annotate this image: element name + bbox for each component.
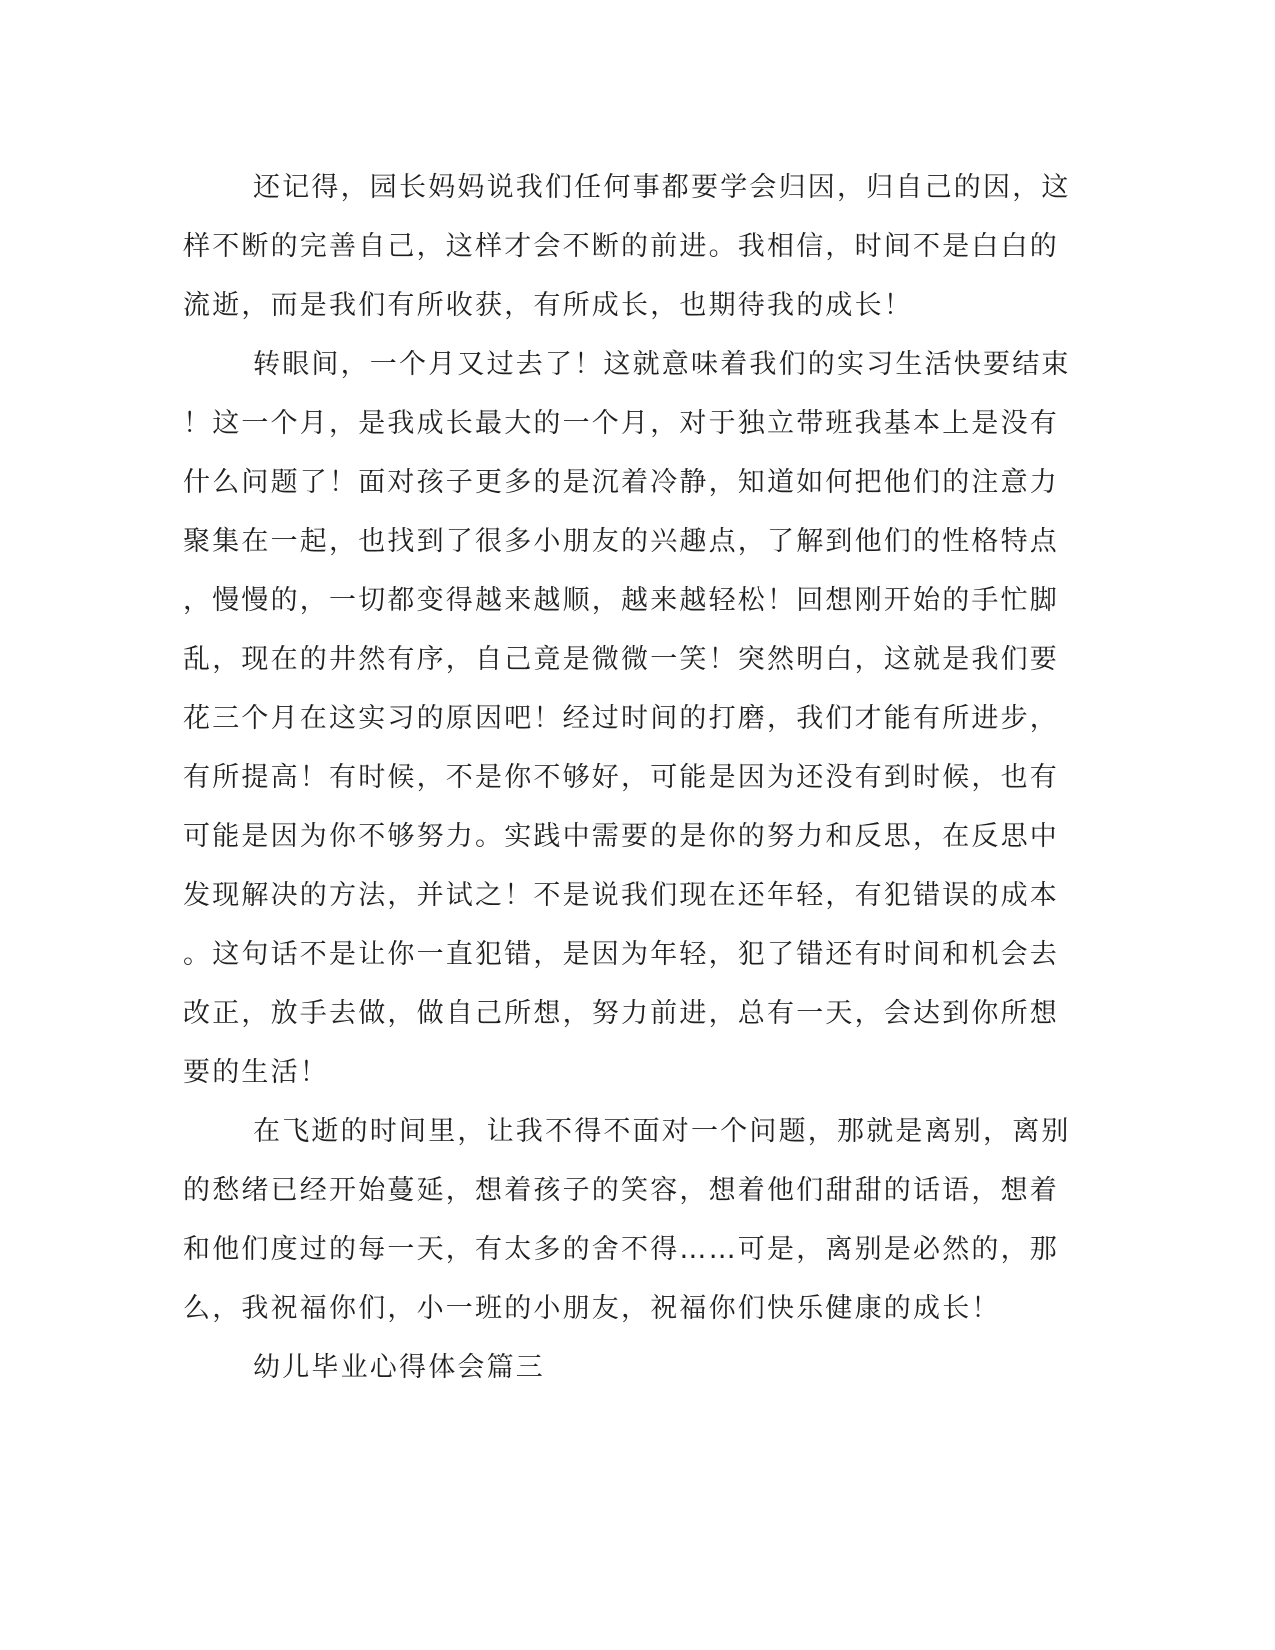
text-line: 在飞逝的时间里，让我不得不面对一个问题，那就是离别，离别 [253,1116,1071,1147]
section-heading [183,1338,1033,1397]
text-line: 样不断的完善自己，这样才会不断的前进。我相信，时间不是白白的 [183,231,1059,262]
text-line: 乱，现在的井然有序，自己竟是微微一笑！突然明白，这就是我们要 [183,644,1059,675]
text-line: 的愁绪已经开始蔓延，想着孩子的笑容，想着他们甜甜的话语，想着 [183,1175,1059,1206]
paragraph-3 [183,1102,1071,1338]
body-text [183,158,1071,1397]
text-line: 和他们度过的每一天，有太多的舍不得……可是，离别是必然的，那 [183,1234,1059,1265]
text-line: 转眼间，一个月又过去了！这就意味着我们的实习生活快要结束 [253,349,1071,380]
text-line: 什么问题了！面对孩子更多的是沉着冷静，知道如何把他们的注意力 [183,467,1059,498]
text-line: 流逝，而是我们有所收获，有所成长，也期待我的成长！ [183,290,913,321]
text-line: ，慢慢的，一切都变得越来越顺，越来越轻松！回想刚开始的手忙脚 [183,585,1059,616]
text-line: 花三个月在这实习的原因吧！经过时间的打磨，我们才能有所进步， [183,703,1059,734]
text-line: 。这句话不是让你一直犯错，是因为年轻，犯了错还有时间和机会去 [183,939,1059,970]
text-line: 可能是因为你不够努力。实践中需要的是你的努力和反思，在反思中 [183,821,1059,852]
text-line: 么，我祝福你们，小一班的小朋友，祝福你们快乐健康的成长！ [183,1293,1001,1324]
text-line: 聚集在一起，也找到了很多小朋友的兴趣点，了解到他们的性格特点 [183,526,1059,557]
paragraph-1 [183,158,1071,335]
text-line: 改正，放手去做，做自己所想，努力前进，总有一天，会达到你所想 [183,998,1059,1029]
text-line: 有所提高！有时候，不是你不够好，可能是因为还没有到时候，也有 [183,762,1059,793]
text-line: 要的生活！ [183,1057,329,1088]
text-line: ！这一个月，是我成长最大的一个月，对于独立带班我基本上是没有 [183,408,1059,439]
heading-text: 幼儿毕业心得体会篇三 [253,1352,545,1383]
text-line: 发现解决的方法，并试之！不是说我们现在还年轻，有犯错误的成本 [183,880,1059,911]
paragraph-2 [183,335,1071,1102]
text-line: 还记得，园长妈妈说我们任何事都要学会归因，归自己的因，这 [253,172,1071,203]
